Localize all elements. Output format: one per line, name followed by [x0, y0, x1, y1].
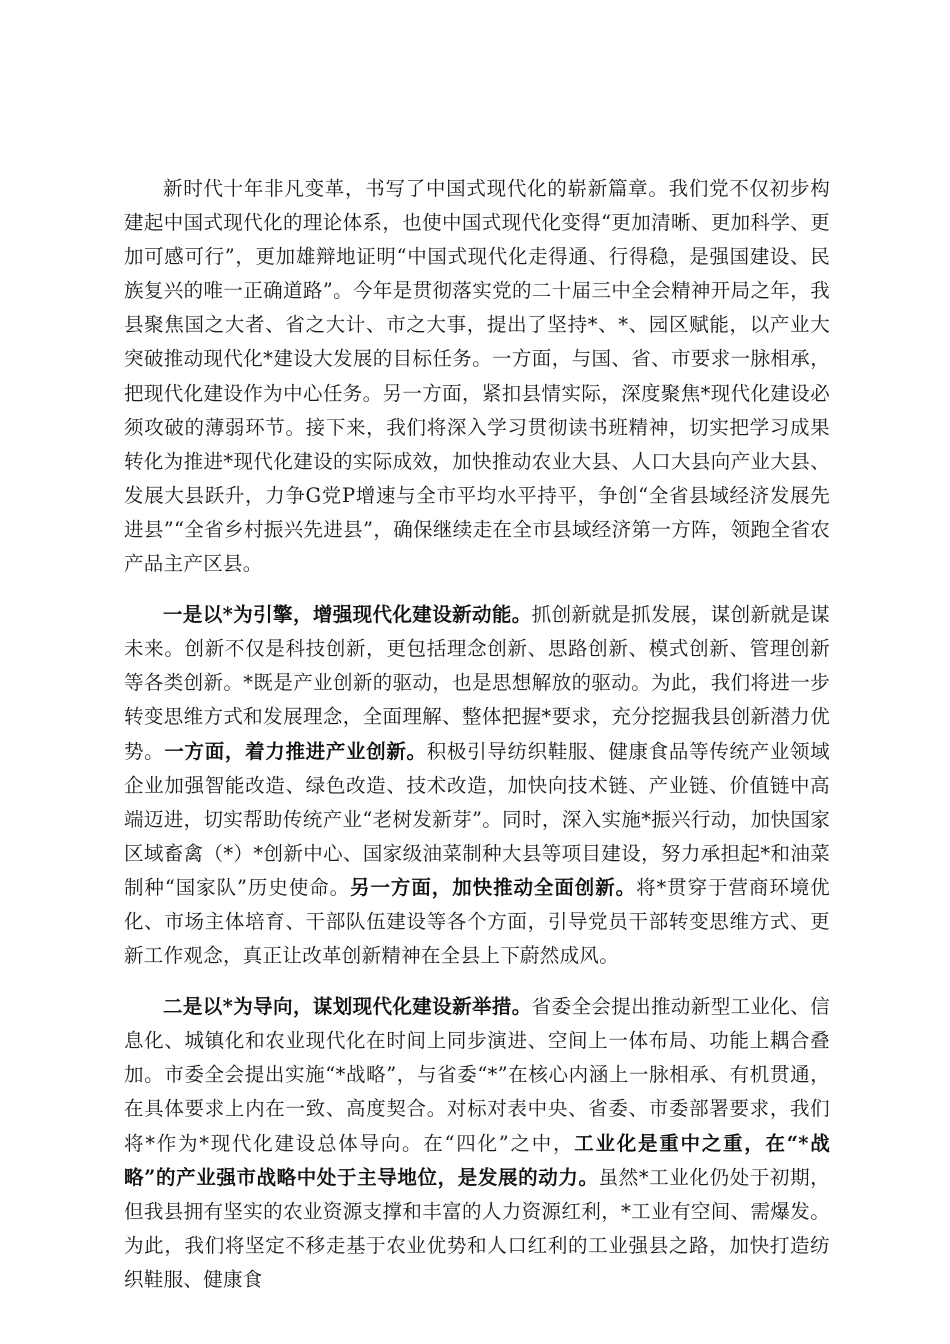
intro-text: 新时代十年非凡变革，书写了中国式现代化的崭新篇章。我们党不仅初步构建起中国式现代化的理论体系，也使中国式现代化变得“更加清晰、更加科学、更加可感可行”，更加雄辩地证明“中国式现代化走得通、行得稳，是强国建设、民族复兴的唯一正确道路”。今年是贯彻落实党的二十届三中全会精神开局之年，我县聚焦国之大者、省之大计、市之大事，提出了坚持*、*、园区赋能，以产业大突破推动现代化*建设大发展的目标任务。一方面，与国、省、市要求一脉相承，把现代化建设作为中心任务。另一方面，紧扣县情实际，深度聚焦*现代化建设必须攻破的薄弱环节。接下来，我们将深入学习贯彻读书班精神，切实把学习成果转化为推进*现代化建设的实际成效，加快推动农业大县、人口大县向产业大县、发展大县跃升，力争G党P增速与全市平均水平持平，争创“全省县域经济发展先进县”“全省乡村振兴先进县”，确保继续走在全市县域经济第一方阵，领跑全省农产品主产区县。 — [124, 177, 830, 576]
paragraph-point-two — [124, 990, 830, 1297]
point-two-text-b: 虽然*工业化仍处于初期，但我县拥有坚实的农业资源支撑和丰富的人力资源红利，*工业有空间、需爆发。为此，我们将坚定不移走基于农业优势和人口红利的工业强县之路，加快打造纺织鞋服、健康食 — [124, 1165, 830, 1291]
point-one-text-a: 积极引导纺织鞋服、健康食品等传统产业领域企业加强智能改造、绿色改造、技术改造，加快向技术链、产业链、价值链中高端迈进，切实帮助传统产业“老树发新芽”。同时，深入实施*振兴行动，加快国家区域畜禽（*）*创新中心、国家级油菜制种大县等项目建设，努力承担起*和油菜制种“国家队”历史使命。 — [124, 739, 830, 899]
point-one-heading: 一是以*为引擎，增强现代化建设新动能。 — [163, 603, 532, 627]
point-one-subheading-a: 一方面，着力推进产业创新。 — [164, 739, 427, 763]
paragraph-intro — [124, 172, 830, 581]
paragraph-point-one — [124, 598, 830, 973]
point-two-emphasis: 工业化是重中之重，在“*战略”的产业强市战略中处于主导地位，是发展的动力。 — [124, 1131, 830, 1189]
point-one-text-b: 将*贯穿于营商环境优化、市场主体培育、干部队伍建设等各个方面，引导党员干部转变思维方式、更新工作观念，真正让改革创新精神在全县上下蔚然成风。 — [124, 875, 830, 968]
point-two-heading: 二是以*为导向，谋划现代化建设新举措。 — [163, 995, 532, 1019]
point-one-text: 抓创新就是抓发展，谋创新就是谋未来。创新不仅是科技创新，更包括理念创新、思路创新、模式创新、管理创新等各类创新。*既是产业创新的驱动，也是思想解放的驱动。为此，我们将进一步转变思维方式和发展理念，全面理解、整体把握*要求，充分挖掘我县创新潜力优势。 — [124, 603, 830, 763]
point-one-subheading-b: 另一方面，加快推动全面创新。 — [350, 875, 637, 899]
document-body — [124, 172, 830, 1297]
point-two-text: 省委全会提出推动新型工业化、信息化、城镇化和农业现代化在时间上同步演进、空间上一体布局、功能上耦合叠加。市委全会提出实施“*战略”，与省委“*”在核心内涵上一脉相承、有机贯通，在具体要求上内在一致、高度契合。对标对表中央、省委、市委部署要求，我们将*作为*现代化建设总体导向。在“四化”之中， — [124, 995, 830, 1155]
